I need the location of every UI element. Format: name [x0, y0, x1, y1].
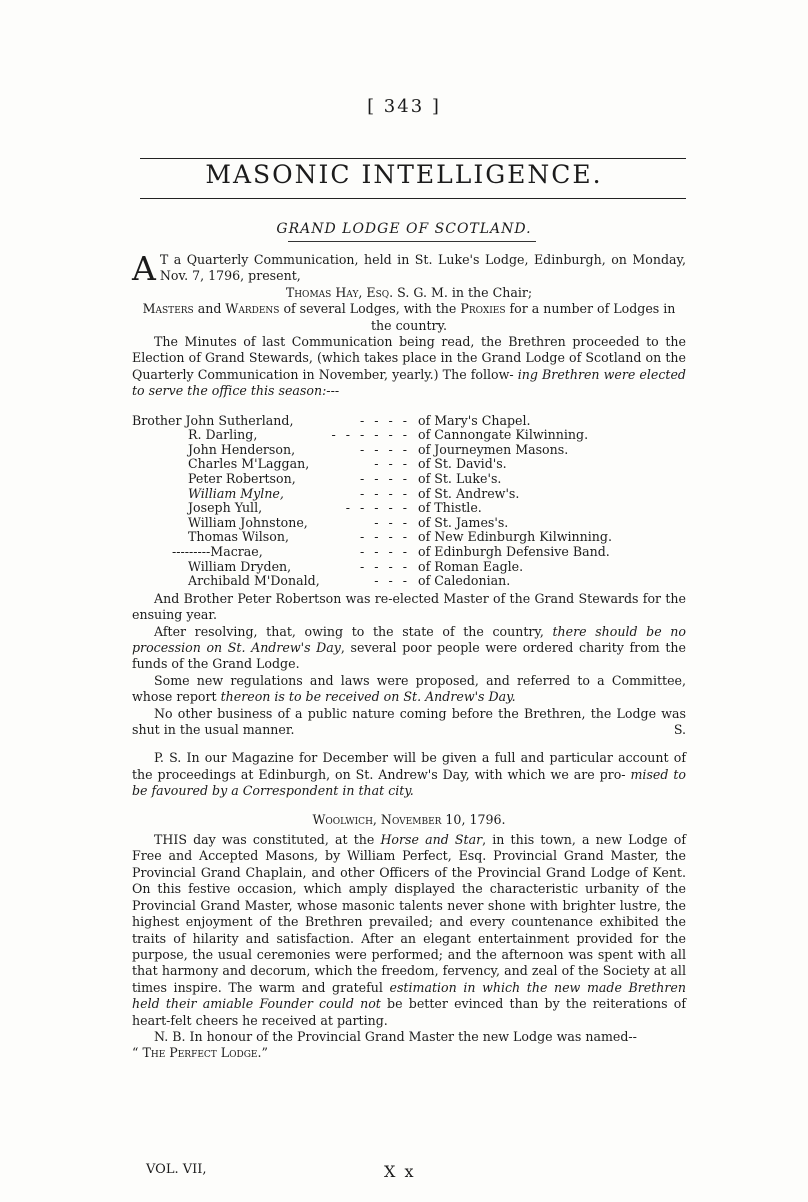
masters-line: Masters and Wardens of several Lodges, with the Proxies for a number of Lodges in the country.: [142, 301, 676, 333]
steward-row: John Henderson, - - - - of Journeymen Masons.: [188, 441, 569, 457]
steward-row: Brother John Sutherland, - - - - of Mary's Chapel.: [132, 412, 531, 428]
stewards-list: [132, 414, 686, 589]
intro-line: T a Quarterly Communication, held in St. Luke's Lodge, Edinburgh, on Monday, Nov. 7, 1796, present,: [159, 252, 686, 284]
steward-row: Joseph Yull, - - - - - of Thistle.: [188, 500, 482, 516]
steward-row: Archibald M'Donald, - - - of Caledonian.: [188, 573, 511, 589]
minutes-paragraph: The Minutes of last Communication being read, the Brethren proceeded to the Election of Grand Stewards, (which takes place in the Grand Lodge of Scotland on the Quarterly Communication in November, yearly.) The follow- ing Brethren were elected to serve the office this season:---: [132, 334, 686, 399]
bottom-rule: [140, 198, 686, 199]
steward-row: ---------Macrae, - - - - of Edinburgh Defensive Band.: [172, 544, 610, 559]
regulations-paragraph: Some new regulations and laws were proposed, and referred to a Committee, whose report thereon is to be received on St. Andrew's Day.: [132, 672, 686, 705]
steward-row: R. Darling, - - - - - - of Cannongate Kilwinning.: [188, 427, 589, 443]
reelected-paragraph: And Brother Peter Robertson was re-elected Master of the Grand Stewards for the ensuing year.: [132, 590, 686, 623]
steward-row: Peter Robertson, - - - - of St. Luke's.: [188, 471, 502, 487]
woolwich-paragraph: THIS day was constituted, at the Horse and Star, in this town, a new Lodge of Free and Accepted Masons, by William Perfect, Esq. Provincial Grand Master, the Provincial Grand Chaplain, and other Officers of the Provincial Grand Lodge of Kent. On this festive occasion, which amply displayed the characteristic urbanity of the Provincial Grand Master, whose masonic talents never shone with brighter lustre, the highest enjoyment of the Brethren prevailed; and every countenance exhibited the traits of hilarity and satisfaction. After an elegant entertainment provided for the purpose, the usual ceremonies were performed; and the afternoon was spent with all that harmony and decorum, which the freedom, fervency, and zeal of the Society at all times inspire. The warm and grateful estimation in which the new made Brethren held their amiable Founder could not be better evinced than by the reiterations of heart-felt cheers he received at parting.: [132, 832, 687, 1028]
grand-lodge-title: GRAND LODGE OF SCOTLAND.: [276, 221, 532, 237]
dropcap: A: [132, 249, 156, 288]
steward-row: William Johnstone, - - - of St. James's.: [188, 514, 509, 530]
steward-row: William Dryden, - - - - of Roman Eagle.: [188, 558, 524, 574]
chair-name: Thomas Hay, Esq.: [285, 284, 394, 300]
woolwich-heading: Woolwich, November 10, 1796.: [312, 811, 506, 827]
chair-line: [132, 285, 686, 301]
steward-row: William Mylne, - - - - of St. Andrew's.: [188, 485, 520, 501]
signature-s: S.: [673, 722, 686, 738]
section-title: MASONIC INTELLIGENCE.: [205, 160, 603, 189]
resolving-paragraph: After resolving, that, owing to the state of the country, there should be no procession on St. Andrew's Day, several poor people were ordered charity from the funds of the Grand Lodge.: [132, 623, 686, 672]
page-number: [ 343 ]: [367, 96, 441, 117]
steward-row: Thomas Wilson, - - - - of New Edinburgh Kilwinning.: [188, 529, 612, 545]
volume-label: VOL. VII,: [146, 1162, 207, 1177]
postscript-paragraph: P. S. In our Magazine for December will be given a full and particular account of the proceedings at Edinburgh, on St. Andrew's Day, with which we are pro- mised to be favoured by a Correspondent in that city.: [132, 750, 687, 799]
title-underline: [288, 241, 536, 242]
top-rule: [140, 158, 686, 159]
nb-paragraph: N. B. In honour of the Provincial Grand Master the new Lodge was named--: [154, 1028, 637, 1044]
nobusiness-paragraph: No other business of a public nature coming before the Brethren, the Lodge was shut in the usual manner. S.: [132, 705, 686, 738]
nb-lodge-name: “ The Perfect Lodge.”: [132, 1045, 268, 1061]
steward-row: Charles M'Laggan, - - - of St. David's.: [188, 456, 507, 472]
chair-rest: S. G. M. in the Chair;: [393, 284, 533, 300]
intro-paragraph: [132, 249, 686, 288]
article-body: [132, 249, 687, 1062]
signature-mark: X x: [384, 1162, 416, 1181]
